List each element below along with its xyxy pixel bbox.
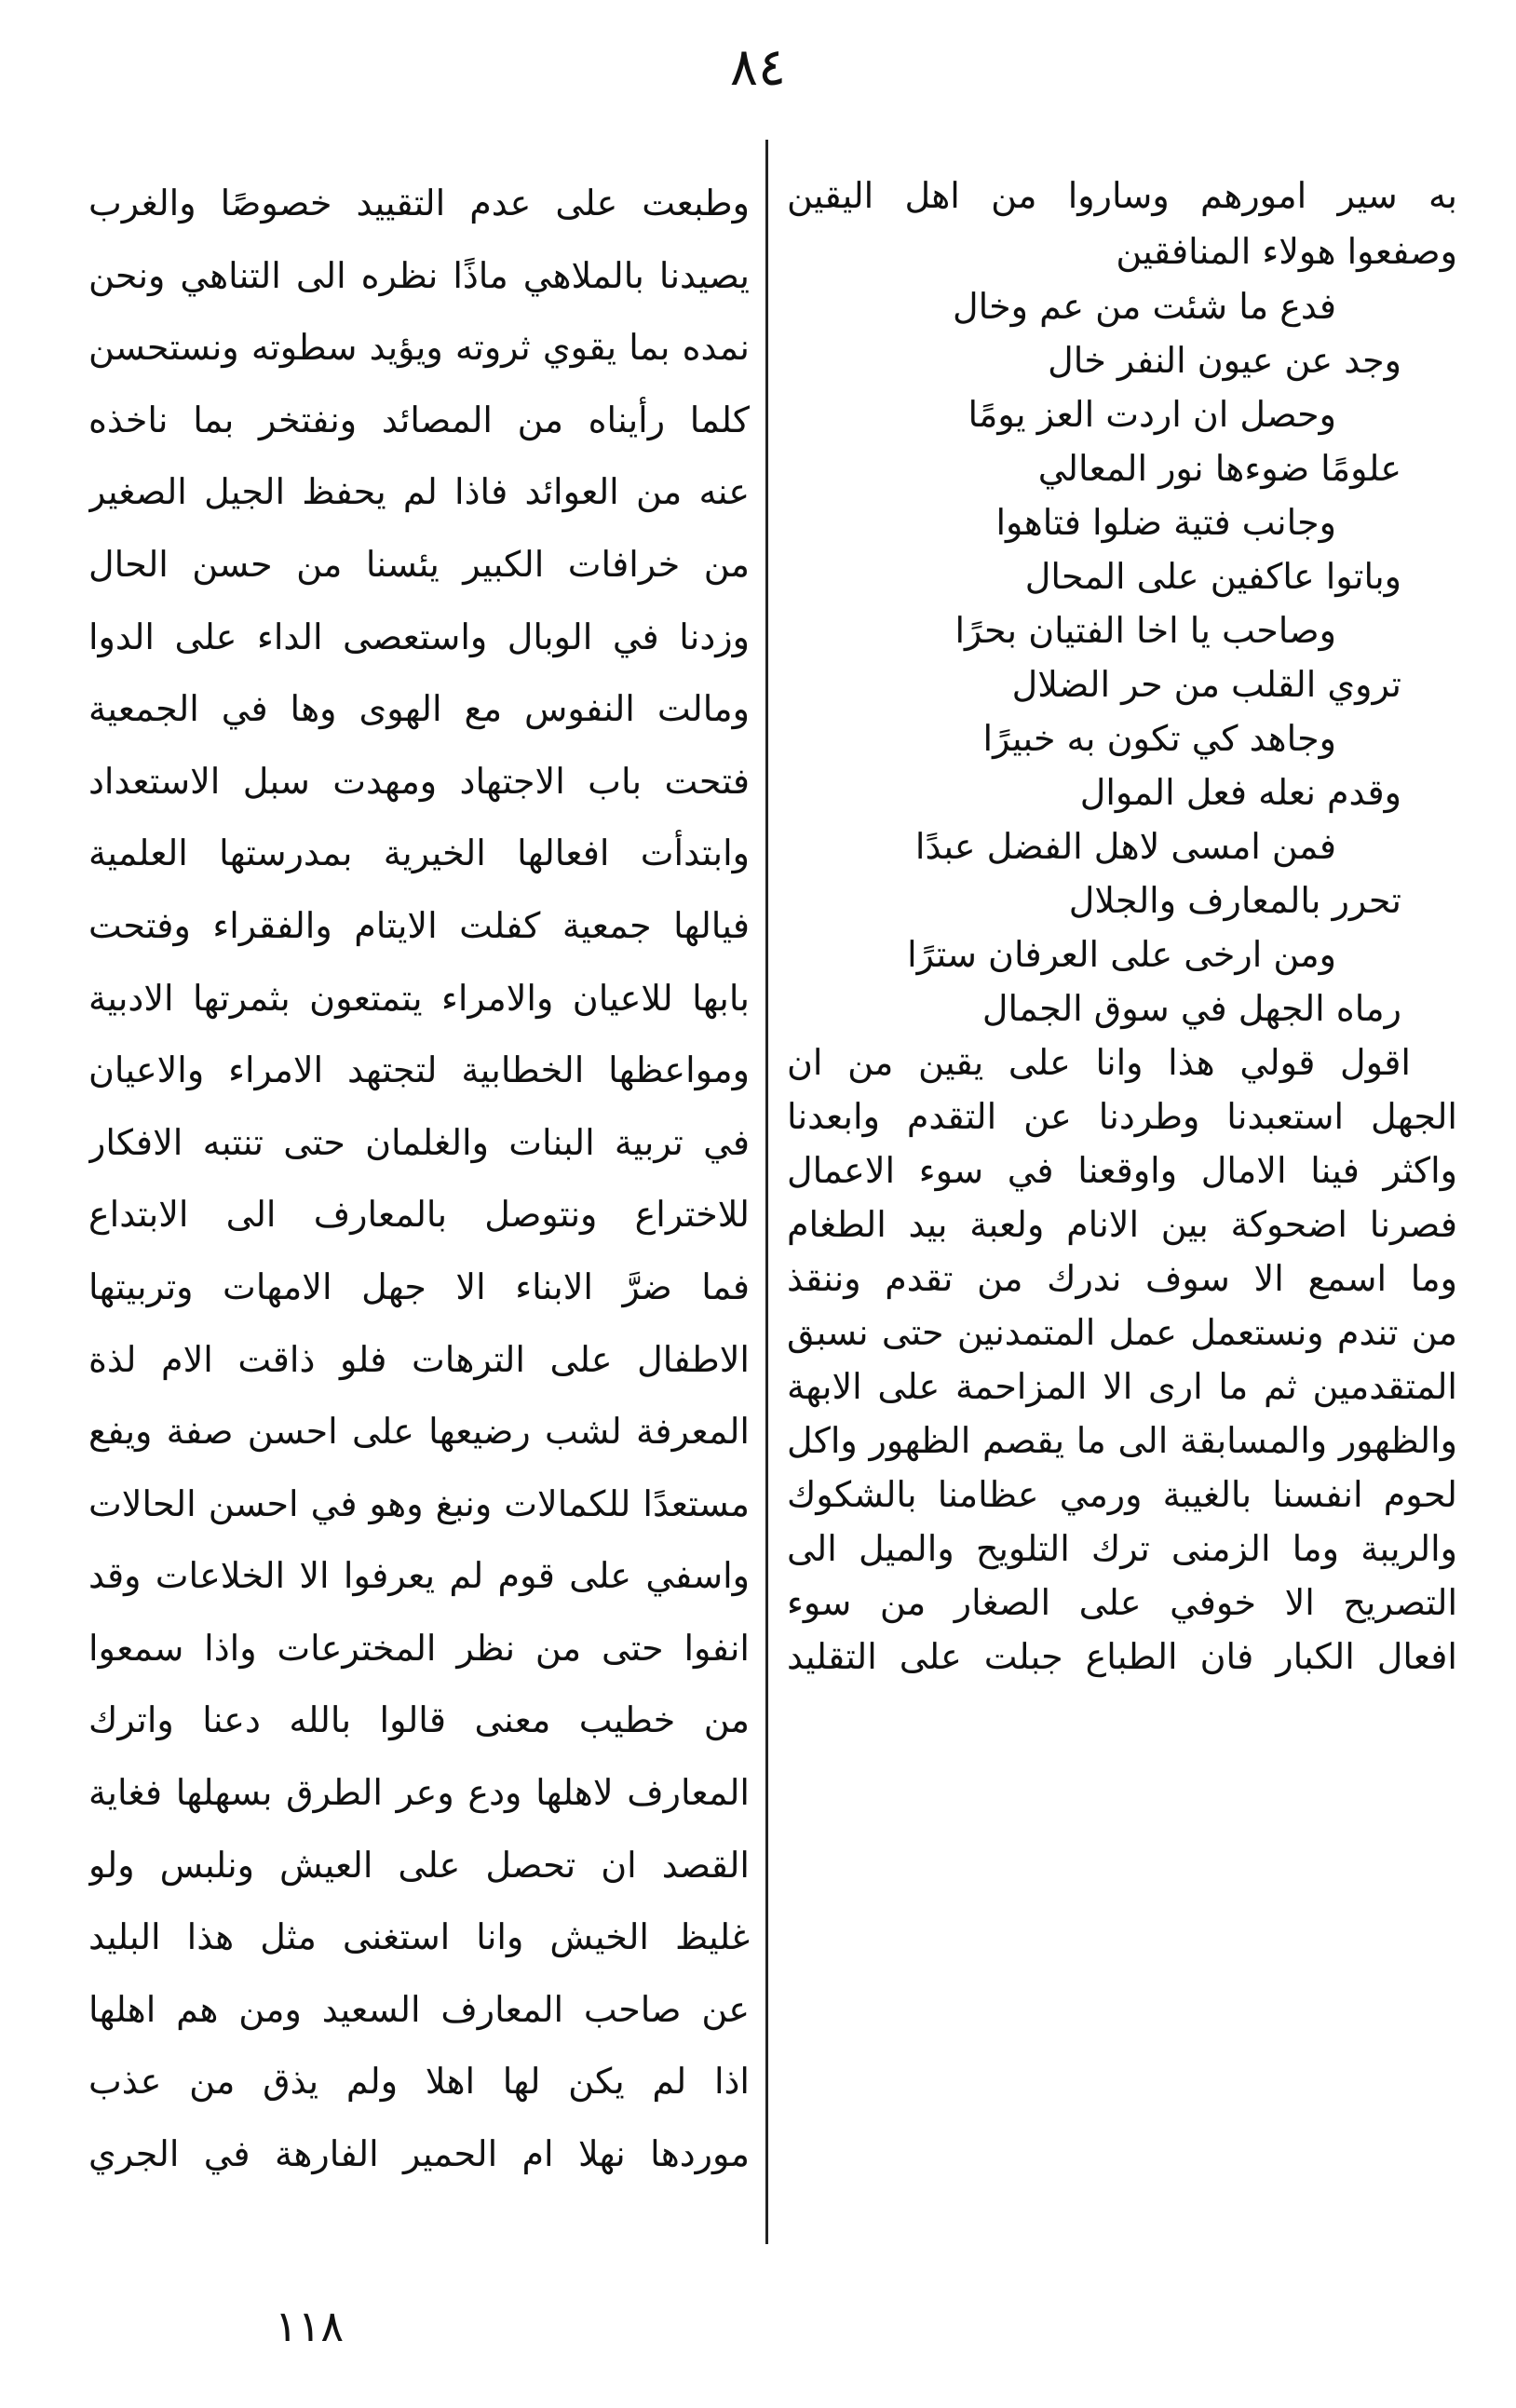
verse-line: رماه الجهل في سوق الجمال bbox=[981, 988, 1401, 1029]
text-line: مستعدًا للكمالات ونبغ وهو في احسن الحالات bbox=[88, 1482, 750, 1524]
text-line: نمده بما يقوي ثروته ويؤيد سطوته ونستحسن bbox=[88, 327, 750, 369]
text-line: فتحت باب الاجتهاد ومهدت سبل الاستعداد bbox=[88, 760, 750, 802]
text-line: انفوا حتى من نظر المخترعات واذا سمعوا bbox=[88, 1627, 750, 1669]
text-line: موردها نهلا ام الحمير الفارهة في الجري bbox=[88, 2133, 750, 2175]
verse-line: وحصل ان اردت العز يومًا bbox=[968, 394, 1336, 435]
text-line: فما ضرَّ الابناء الا جهل الامهات وتربيتها bbox=[88, 1265, 750, 1307]
verse-line: تحرر بالمعارف والجلال bbox=[1068, 880, 1401, 921]
text-line: من خطيب معنى قالوا بالله دعنا واترك bbox=[88, 1699, 750, 1741]
right-column bbox=[787, 168, 1457, 1684]
text-line: يصيدنا بالملاهي ماذًا نظره الى التناهي ونحن bbox=[88, 254, 750, 296]
text-line: فيالها جمعية كفلت الايتام والفقراء وفتحت bbox=[88, 904, 750, 946]
verse-line: فمن امسى لاهل الفضل عبدًا bbox=[914, 826, 1336, 867]
verse-line: وجانب فتية ضلوا فتاهوا bbox=[995, 502, 1336, 543]
text-line: من تندم ونستعمل عمل المتمدنين حتى نسبق bbox=[787, 1312, 1457, 1353]
text-line: القصد ان تحصل على العيش ونلبس ولو bbox=[88, 1844, 750, 1886]
text-line: وطبعت على عدم التقييد خصوصًا والغرب bbox=[88, 183, 750, 223]
text-line: والريبة وما الزمنى ترك التلويح والميل الى bbox=[787, 1528, 1457, 1569]
signature-mark: ١١٨ bbox=[275, 2301, 345, 2351]
text-line: وزدنا في الوبال واستعصى الداء على الدوا bbox=[88, 616, 750, 657]
text-line: للاختراع ونتوصل بالمعارف الى الابتداع bbox=[88, 1194, 750, 1236]
verse-line: علومًا ضوءها نور المعالي bbox=[1037, 448, 1401, 489]
text-line: فصرنا اضحوكة بين الانام ولعبة بيد الطغام bbox=[787, 1204, 1457, 1245]
verse-line: وصاحب يا اخا الفتيان بحرًا bbox=[954, 610, 1336, 651]
text-line: المعرفة لشب رضيعها على احسن صفة ويفع bbox=[88, 1411, 750, 1453]
verse-line: تروي القلب من حر الضلال bbox=[1011, 664, 1401, 705]
text-line: به سير امورهم وساروا من اهل اليقين bbox=[787, 175, 1457, 216]
left-column bbox=[88, 168, 750, 2191]
column-divider bbox=[765, 140, 768, 2244]
verse-line: وجاهد كي تكون به خبيرًا bbox=[982, 718, 1336, 759]
text-line: غليظ الخيش وانا استغنى مثل هذا البليد bbox=[88, 1916, 750, 1958]
text-line: اذا لم يكن لها اهلا ولم يذق من عذب bbox=[88, 2061, 750, 2103]
text-line: ومواعظها الخطابية لتجتهد الامراء والاعيان bbox=[88, 1049, 750, 1091]
text-line: ومالت النفوس مع الهوى وها في الجمعية bbox=[88, 688, 750, 730]
text-line: افعال الكبار فان الطباع جبلت على التقليد bbox=[787, 1636, 1457, 1677]
text-line: في تربية البنات والغلمان حتى تنتبه الافكار bbox=[88, 1121, 750, 1163]
text-line: التصريح الا خوفي على الصغار من سوء bbox=[787, 1582, 1457, 1623]
text-line: وصفعوا هولاء المنافقين bbox=[1116, 231, 1457, 272]
text-line: الاطفال على الترهات فلو ذاقت الام لذة bbox=[88, 1338, 750, 1380]
text-line: بابها للاعيان والامراء يتمتعون بثمرتها الادبية bbox=[88, 977, 750, 1019]
text-line: الجهل استعبدنا وطردنا عن التقدم وابعدنا bbox=[787, 1096, 1457, 1137]
text-line: عنه من العوائد فاذا لم يحفظ الجيل الصغير bbox=[88, 471, 750, 513]
verse-line: ومن ارخى على العرفان سترًا bbox=[907, 934, 1336, 975]
text-line: وما اسمع الا سوف ندرك من تقدم وننقذ bbox=[787, 1258, 1457, 1299]
text-line: عن صاحب المعارف السعيد ومن هم اهلها bbox=[88, 1988, 750, 2030]
text-line: من خرافات الكبير يئسنا من حسن الحال bbox=[88, 543, 750, 585]
text-line: كلما رأيناه من المصائد ونفتخر بما ناخذه bbox=[88, 399, 750, 440]
text-line: والظهور والمسابقة الى ما يقصم الظهور واكل bbox=[787, 1420, 1457, 1461]
verse-line: وقدم نعله فعل الموال bbox=[1079, 772, 1401, 813]
text-line: اقول قولي هذا وانا على يقين من ان bbox=[787, 1042, 1411, 1083]
text-line: المتقدمين ثم ما ارى الا المزاحمة على الابهة bbox=[787, 1366, 1457, 1407]
text-line: لحوم انفسنا بالغيبة ورمي عظامنا بالشكوك bbox=[787, 1474, 1457, 1515]
text-line: واسفي على قوم لم يعرفوا الا الخلاعات وقد bbox=[88, 1555, 750, 1597]
verse-line: فدع ما شئت من عم وخال bbox=[952, 286, 1336, 327]
verse-line: وباتوا عاكفين على المحال bbox=[1024, 556, 1401, 597]
verse-line: وجد عن عيون النفر خال bbox=[1048, 340, 1401, 381]
text-line: المعارف لاهلها ودع وعر الطرق بسهلها فغاية bbox=[88, 1772, 750, 1814]
page-number: ٨٤ bbox=[729, 37, 787, 98]
text-line: واكثر فينا الامال واوقعنا في سوء الاعمال bbox=[787, 1150, 1457, 1191]
text-line: وابتدأت افعالها الخيرية بمدرستها العلمية bbox=[88, 832, 750, 874]
